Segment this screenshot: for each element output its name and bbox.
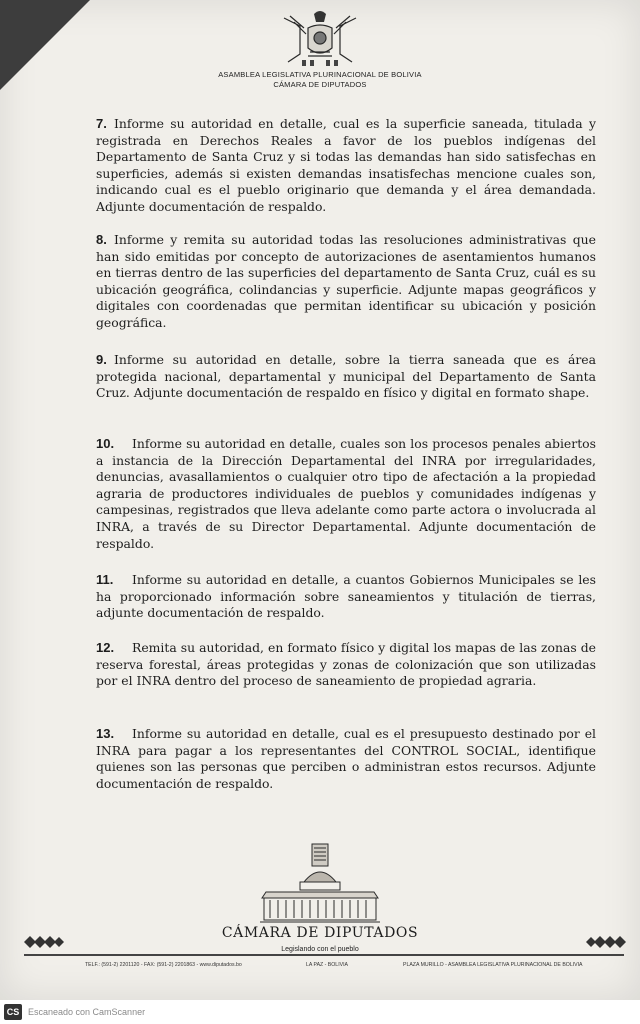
item-text: Informe su autoridad en detalle, cual es el presupuesto destinado por el INRA para pagar a los representantes del CONTROL SOCIAL, identifique quienes son las personas que perciben o administran estos recursos. Adjunte documentación de respaldo. <box>96 726 596 791</box>
item-text: Informe y remita su autoridad todas las resoluciones administrativas que han sido emitidas por concepto de autorizaciones de asentamientos humanos en tierras dentro de las superficies del departamento de Santa Cruz, cuál es su ubicación geográfica, colindancias y superficie. Adjunte mapas geográficos y digitales con coordenadas que permitan identificar su ubicación y posición geográfica. <box>96 232 596 330</box>
scanner-label: Escaneado con CamScanner <box>28 1007 146 1017</box>
item-number: 12. <box>96 640 115 655</box>
list-item <box>96 436 596 552</box>
scanner-watermark-bar <box>0 1000 640 1024</box>
item-text: Informe su autoridad en detalle, cuales son los procesos penales abiertos a instancia de la Dirección Departamental del INRA por irregularidades, denuncias, avasallamientos o cualquier otro tipo de afectación a la propiedad agraria de productores individuales de pueblos y comunidades indígenas y campesinas, registrados que lleva adelante como parte actora o involucrada al INRA, a través de su Director Departamental. Adjunte documentación de respaldo. <box>96 436 596 551</box>
assembly-name: ASAMBLEA LEGISLATIVA PLURINACIONAL DE BOLIVIA <box>218 70 422 79</box>
footer-phone: TELF.: (591-2) 2201120 - FAX: (591-2) 2201863 - www.diputados.bo <box>85 962 242 968</box>
list-item <box>96 116 596 216</box>
item-number: 10. <box>96 436 115 451</box>
item-number: 11. <box>96 572 114 587</box>
item-number: 8. <box>96 232 107 247</box>
list-item <box>96 726 596 792</box>
footer-chamber-name: CÁMARA DE DIPUTADOS <box>221 925 419 941</box>
footer-divider <box>24 954 624 956</box>
item-number: 13. <box>96 726 115 741</box>
camscanner-logo-icon: CS <box>4 1004 22 1020</box>
list-item <box>96 232 596 332</box>
list-item <box>96 352 596 402</box>
list-item <box>96 572 596 622</box>
item-number: 9. <box>96 352 107 367</box>
item-text: Informe su autoridad en detalle, a cuantos Gobiernos Municipales se les ha proporcionado información sobre saneamientos y titulación de tierras, adjunte documentación de respaldo. <box>96 572 596 621</box>
bolivia-coat-of-arms-icon <box>270 8 370 70</box>
chamber-name: CÁMARA DE DIPUTADOS <box>273 80 367 89</box>
item-number: 7. <box>96 116 107 131</box>
footer-slogan: Legislando con el pueblo <box>281 946 359 953</box>
list-item <box>96 640 596 690</box>
footer-address: PLAZA MURILLO - ASAMBLEA LEGISLATIVA PLURINACIONAL DE BOLIVIA <box>403 962 583 968</box>
item-text: Remita su autoridad, en formato físico y digital los mapas de las zonas de reserva forestal, áreas protegidas y zonas de colonización que son utilizadas por el INRA dentro del proceso de saneamiento de propiedad agraria. <box>96 640 596 689</box>
footer-city: LA PAZ - BOLIVIA <box>306 962 348 968</box>
item-text: Informe su autoridad en detalle, sobre la tierra saneada que es área protegida nacional, departamental y municipal del Departamento de Santa Cruz. Adjunte documentación de respaldo en físico y digital en formato shape. <box>96 352 596 401</box>
item-text: Informe su autoridad en detalle, cual es la superficie saneada, titulada y registrada en Derechos Reales a favor de los pueblos indígenas del Departamento de Santa Cruz y si todas las demandas han sido satisfechas en superficies, además si existen demandas insatisfechas mencione cuales son, indicando cual es el pueblo originario que demanda y el área demandada. Adjunte documentación de respaldo. <box>96 116 596 214</box>
letterhead <box>0 8 640 90</box>
legislative-building-logo-icon <box>256 842 384 926</box>
decorative-pattern-icon <box>586 934 626 950</box>
decorative-pattern-icon <box>24 934 64 950</box>
